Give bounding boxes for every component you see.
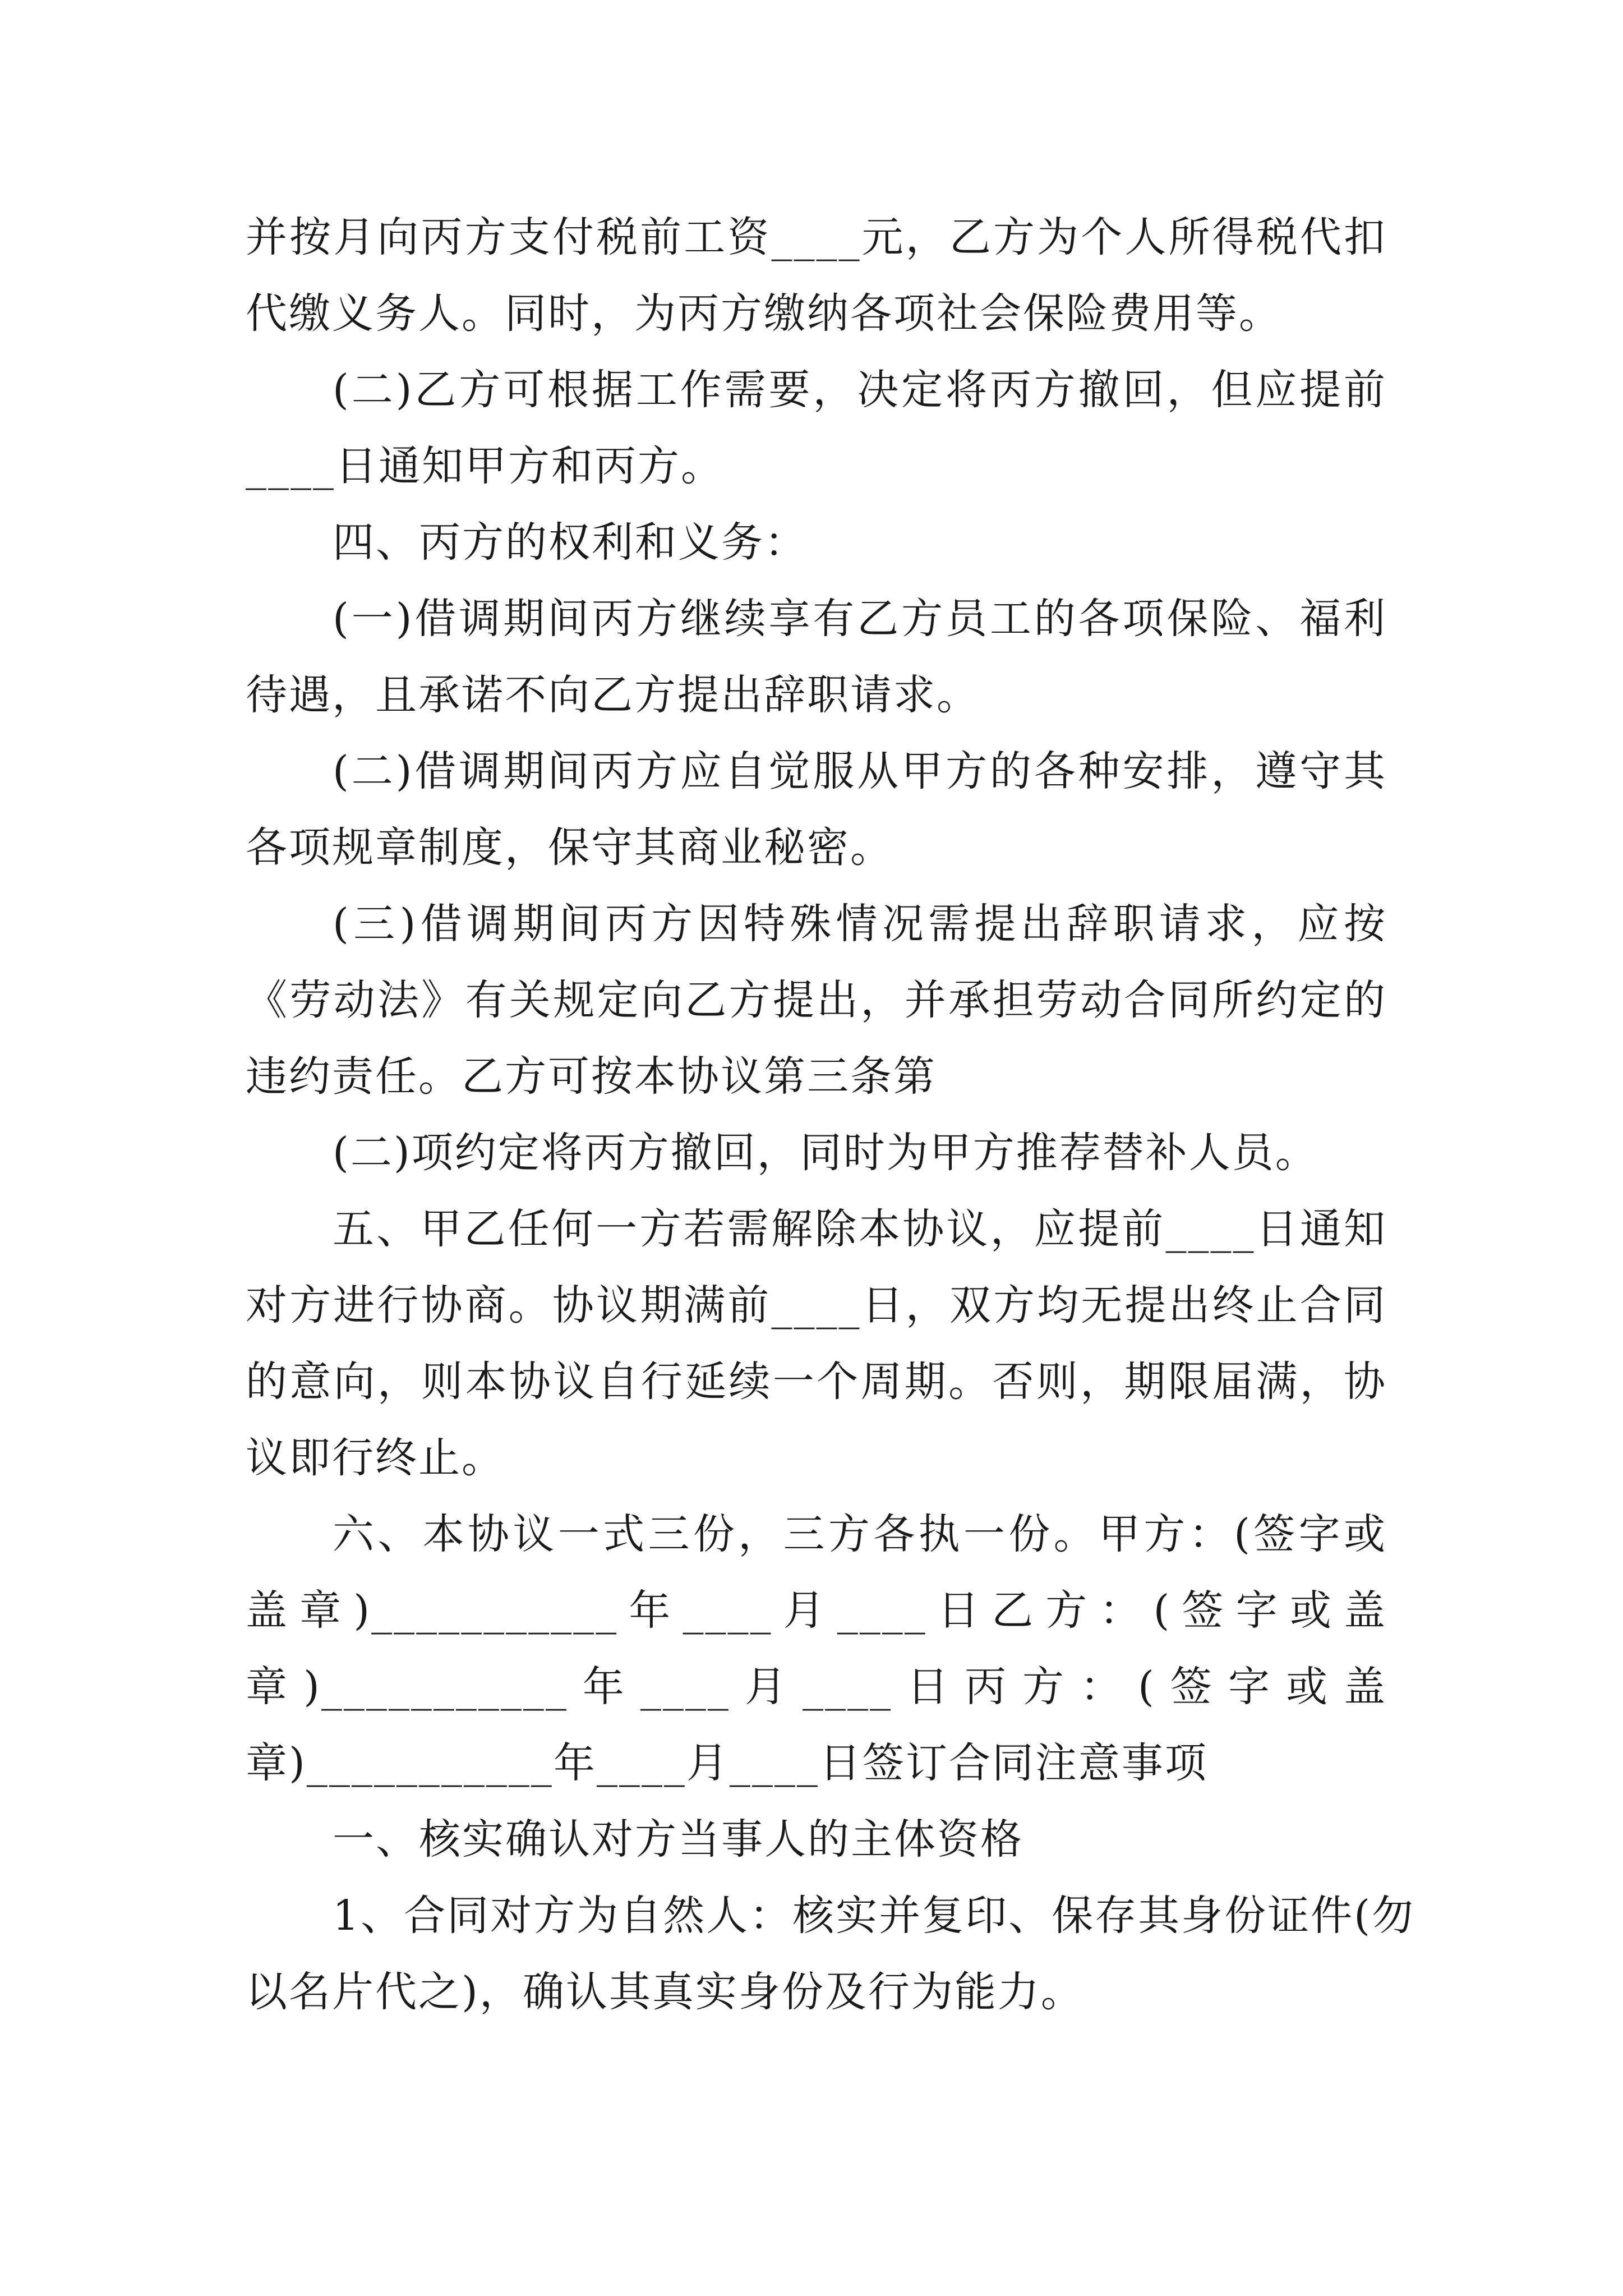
paragraph-line: (一)借调期间丙方继续享有乙方员工的各项保险、福利 xyxy=(333,595,1387,643)
signature-line: 章)___________年____月____日签订合同注意事项 xyxy=(246,1739,1208,1787)
paragraph-line: 违约责任。乙方可按本协议第三条第 xyxy=(246,1052,937,1101)
signature-line: 章)___________年____月____日丙方：(签字或盖 xyxy=(246,1663,1387,1711)
paragraph-line: 《劳动法》有关规定向乙方提出，并承担劳动合同所约定的 xyxy=(246,976,1387,1024)
paragraph-line: ____日通知甲方和丙方。 xyxy=(246,442,724,490)
paragraph-line: 以名片代之)，确认其真实身份及行为能力。 xyxy=(246,1968,1084,2016)
paragraph-line: 并按月向丙方支付税前工资____元，乙方为个人所得税代扣 xyxy=(246,213,1387,261)
paragraph-line: 五、甲乙任何一方若需解除本协议，应提前____日通知 xyxy=(333,1205,1387,1253)
section-heading: 四、丙方的权利和义务： xyxy=(333,518,808,567)
paragraph-line: (三)借调期间丙方因特殊情况需提出辞职请求，应按 xyxy=(333,900,1387,948)
paragraph-line: (二)乙方可根据工作需要，决定将丙方撤回，但应提前 xyxy=(333,366,1387,414)
paragraph-line: 的意向，则本协议自行延续一个周期。否则，期限届满，协 xyxy=(246,1358,1387,1406)
paragraph-line: 对方进行协商。协议期满前____日，双方均无提出终止合同 xyxy=(246,1281,1387,1329)
paragraph-line: (二)项约定将丙方撤回，同时为甲方推荐替补人员。 xyxy=(333,1129,1318,1177)
paragraph-line: 1、合同对方为自然人：核实并复印、保存其身份证件(勿 xyxy=(333,1892,1415,1940)
document-body xyxy=(246,199,1415,2030)
paragraph-line: 六、本协议一式三份，三方各执一份。甲方：(签字或 xyxy=(333,1510,1387,1558)
paragraph-line: 代缴义务人。同时，为丙方缴纳各项社会保险费用等。 xyxy=(246,289,1282,338)
paragraph-line: (二)借调期间丙方应自觉服从甲方的各种安排，遵守其 xyxy=(333,747,1387,795)
paragraph-line: 待遇，且承诺不向乙方提出辞职请求。 xyxy=(246,671,980,719)
paragraph-line: 议即行终止。 xyxy=(246,1434,505,1482)
signature-line: 盖章)___________年____月____日乙方：(签字或盖 xyxy=(246,1586,1387,1635)
paragraph-line: 各项规章制度，保守其商业秘密。 xyxy=(246,823,893,872)
section-heading: 一、核实确认对方当事人的主体资格 xyxy=(333,1815,1023,1864)
